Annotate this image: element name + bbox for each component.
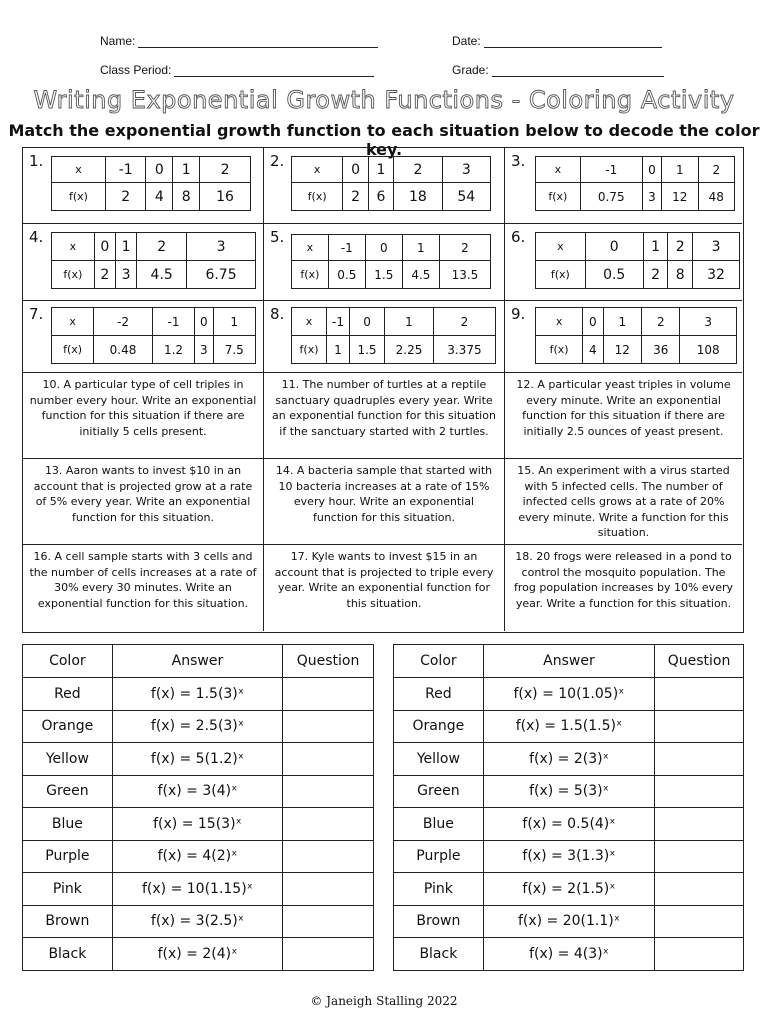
table-cell: 16 — [200, 183, 251, 211]
color-name: Yellow — [394, 743, 484, 776]
class-period-field[interactable] — [100, 63, 374, 77]
table-cell: 3 — [442, 157, 490, 183]
key-row — [23, 743, 374, 776]
key-row — [394, 873, 744, 906]
question-input[interactable] — [655, 873, 744, 906]
table-cell: x — [292, 157, 343, 183]
table-cell: -1 — [327, 308, 350, 336]
table-cell: 1 — [385, 308, 434, 336]
question-input[interactable] — [283, 678, 374, 711]
answer-function: f(x) = 4(3)ˣ — [483, 938, 654, 971]
header-question: Question — [283, 645, 374, 678]
key-row — [23, 938, 374, 971]
problem-number: 5. — [270, 228, 285, 246]
table-cell: 7.5 — [213, 336, 256, 364]
key-row — [394, 775, 744, 808]
grade-line[interactable] — [492, 64, 664, 77]
table-cell: 0 — [146, 157, 173, 183]
question-input[interactable] — [283, 873, 374, 906]
table-cell: f(x) — [292, 261, 329, 289]
table-cell: -1 — [328, 235, 365, 261]
table-cell: 0 — [365, 235, 402, 261]
table-cell: f(x) — [292, 183, 343, 211]
problem-number: 1. — [29, 152, 44, 170]
key-row — [394, 938, 744, 971]
answer-function: f(x) = 2(3)ˣ — [483, 743, 654, 776]
question-input[interactable] — [655, 938, 744, 971]
class-period-line[interactable] — [174, 64, 374, 77]
table-cell: 1.2 — [152, 336, 194, 364]
table-cell: 1 — [213, 308, 256, 336]
table-cell: 2 — [105, 183, 145, 211]
table-cell: 13.5 — [439, 261, 490, 289]
answer-function: f(x) = 2(4)ˣ — [112, 938, 282, 971]
page-title: Writing Exponential Growth Functions - Coloring Activity — [33, 86, 735, 114]
table-cell: 1 — [327, 336, 350, 364]
function-table — [51, 232, 256, 289]
answer-function: f(x) = 10(1.05)ˣ — [483, 678, 654, 711]
question-input[interactable] — [655, 678, 744, 711]
table-cell: x — [292, 235, 329, 261]
copyright: © Janeigh Stalling 2022 — [310, 994, 458, 1008]
function-table — [535, 156, 735, 211]
table-cell: 0 — [343, 157, 368, 183]
table-cell: 0.48 — [94, 336, 153, 364]
table-cell: 1 — [402, 235, 439, 261]
key-row — [394, 905, 744, 938]
question-input[interactable] — [655, 840, 744, 873]
key-row — [394, 710, 744, 743]
table-cell: f(x) — [536, 183, 581, 211]
word-problem-14: 14. A bacteria sample that started with 10 bacteria increases at a rate of 15% every hour. Write an exponential function for this situation. — [264, 459, 505, 545]
color-name: Blue — [23, 808, 113, 841]
table-cell: 2 — [343, 183, 368, 211]
problem-9 — [505, 301, 742, 373]
header-answer: Answer — [483, 645, 654, 678]
question-input[interactable] — [655, 743, 744, 776]
table-cell: x — [536, 233, 586, 261]
table-cell: 2 — [94, 261, 115, 289]
function-table — [51, 156, 251, 211]
table-cell: 2 — [439, 235, 490, 261]
table-cell: 1.5 — [365, 261, 402, 289]
key-row — [23, 840, 374, 873]
table-cell: 0.5 — [585, 261, 643, 289]
table-cell: 0.5 — [328, 261, 365, 289]
table-cell: x — [292, 308, 327, 336]
table-cell: f(x) — [292, 336, 327, 364]
table-cell: 1 — [368, 157, 393, 183]
word-problem-13: 13. Aaron wants to invest $10 in an account that is projected grow at a rate of 5% every year. Write an exponential function for this situation. — [23, 459, 264, 545]
table-cell: x — [52, 233, 95, 261]
table-cell: x — [536, 157, 581, 183]
table-cell: 0 — [349, 308, 384, 336]
date-label: Date: — [452, 34, 481, 48]
question-input[interactable] — [655, 905, 744, 938]
question-input[interactable] — [655, 808, 744, 841]
date-field[interactable] — [452, 34, 662, 48]
table-cell: 12 — [603, 336, 641, 364]
problem-5 — [264, 224, 505, 301]
table-cell: 54 — [442, 183, 490, 211]
table-cell: 2 — [642, 308, 680, 336]
table-cell: f(x) — [536, 261, 586, 289]
table-cell: 4 — [146, 183, 173, 211]
question-input[interactable] — [655, 710, 744, 743]
question-input[interactable] — [283, 743, 374, 776]
word-problem-15: 15. An experiment with a virus started with 5 infected cells. The number of infected cells grows at a rate of 20% every minute. Write a function for this situation. — [505, 459, 742, 545]
table-cell: 3 — [642, 183, 661, 211]
table-cell: 3 — [693, 233, 740, 261]
question-input[interactable] — [283, 905, 374, 938]
key-row — [23, 678, 374, 711]
table-cell: -2 — [94, 308, 153, 336]
table-cell: x — [52, 308, 94, 336]
table-cell: 0.75 — [580, 183, 642, 211]
table-cell: 1 — [603, 308, 641, 336]
table-cell: 108 — [680, 336, 737, 364]
table-cell: 0 — [94, 233, 115, 261]
answer-function: f(x) = 3(1.3)ˣ — [483, 840, 654, 873]
table-cell: 0 — [585, 233, 643, 261]
color-name: Pink — [394, 873, 484, 906]
color-name: Orange — [394, 710, 484, 743]
table-cell: -1 — [105, 157, 145, 183]
table-cell: 4 — [583, 336, 603, 364]
key-row — [23, 710, 374, 743]
table-cell: 3 — [195, 336, 213, 364]
answer-function: f(x) = 2(1.5)ˣ — [483, 873, 654, 906]
table-cell: 1 — [643, 233, 668, 261]
answer-function: f(x) = 3(2.5)ˣ — [112, 905, 282, 938]
table-cell: 1 — [662, 157, 698, 183]
problem-4 — [23, 224, 264, 301]
color-name: Purple — [23, 840, 113, 873]
table-cell: 12 — [662, 183, 698, 211]
header-color: Color — [23, 645, 113, 678]
table-cell: 1 — [116, 233, 137, 261]
function-table — [291, 234, 491, 289]
color-name: Red — [23, 678, 113, 711]
question-input[interactable] — [283, 938, 374, 971]
answer-function: f(x) = 1.5(1.5)ˣ — [483, 710, 654, 743]
table-cell: 3 — [187, 233, 256, 261]
table-cell: 32 — [693, 261, 740, 289]
answer-function: f(x) = 15(3)ˣ — [112, 808, 282, 841]
word-problem-18: 18. 20 frogs were released in a pond to control the mosquito population. The frog population increases by 10% every year. Write a function for this situation. — [514, 550, 733, 610]
table-cell: f(x) — [52, 183, 106, 211]
table-cell: 1.5 — [349, 336, 384, 364]
table-cell: 2.25 — [385, 336, 434, 364]
table-cell: 4.5 — [137, 261, 187, 289]
table-cell: 0 — [195, 308, 213, 336]
table-cell: 4.5 — [402, 261, 439, 289]
header-color: Color — [394, 645, 484, 678]
table-cell: 3.375 — [433, 336, 495, 364]
color-name: Green — [394, 775, 484, 808]
color-key-left — [22, 644, 374, 971]
color-name: Green — [23, 775, 113, 808]
table-cell: 2 — [643, 261, 668, 289]
grade-label: Grade: — [452, 63, 489, 77]
problem-number: 7. — [29, 305, 44, 323]
table-cell: 0 — [642, 157, 661, 183]
table-cell: -1 — [152, 308, 194, 336]
problem-number: 8. — [270, 305, 285, 323]
answer-function: f(x) = 20(1.1)ˣ — [483, 905, 654, 938]
table-cell: 1 — [173, 157, 200, 183]
color-name: Black — [23, 938, 113, 971]
problem-number: 6. — [511, 228, 526, 246]
table-cell: 18 — [394, 183, 442, 211]
table-cell: -1 — [580, 157, 642, 183]
question-input[interactable] — [655, 775, 744, 808]
problem-number: 4. — [29, 228, 44, 246]
table-cell: 8 — [668, 261, 693, 289]
color-name: Orange — [23, 710, 113, 743]
answer-function: f(x) = 0.5(4)ˣ — [483, 808, 654, 841]
word-problem-16: 16. A cell sample starts with 3 cells and the number of cells increases at a rate of 30% every 30 minutes. Write an exponential function for this situation. — [23, 545, 264, 631]
question-input[interactable] — [283, 840, 374, 873]
name-line[interactable] — [138, 35, 378, 48]
table-cell: f(x) — [52, 336, 94, 364]
key-row — [394, 743, 744, 776]
answer-function: f(x) = 4(2)ˣ — [112, 840, 282, 873]
problem-3 — [505, 148, 742, 224]
header-answer: Answer — [112, 645, 282, 678]
function-table — [51, 307, 256, 364]
key-row — [23, 905, 374, 938]
table-cell: 2 — [394, 157, 442, 183]
color-name: Purple — [394, 840, 484, 873]
table-cell: 2 — [668, 233, 693, 261]
problem-7 — [23, 301, 264, 373]
table-cell: 3 — [680, 308, 737, 336]
word-problem-17: 17. Kyle wants to invest $15 in an account that is projected to triple every year. Write an exponential function for this situation. — [264, 545, 505, 631]
function-table — [291, 156, 491, 211]
word-problem-10: 10. A particular type of cell triples in number every hour. Write an exponential function for this situation if there are initially 5 cells present. — [23, 373, 264, 459]
grade-field[interactable] — [452, 63, 664, 77]
table-cell: f(x) — [536, 336, 583, 364]
word-problem-12: 12. A particular yeast triples in volume every minute. Write an exponential function for this situation if there are initially 2.5 ounces of yeast present. — [505, 373, 742, 459]
problem-1 — [23, 148, 264, 224]
problem-2 — [264, 148, 505, 224]
answer-function: f(x) = 10(1.15)ˣ — [112, 873, 282, 906]
problem-8 — [264, 301, 505, 373]
answer-function: f(x) = 2.5(3)ˣ — [112, 710, 282, 743]
color-name: Red — [394, 678, 484, 711]
function-table — [535, 232, 740, 289]
answer-function: f(x) = 1.5(3)ˣ — [112, 678, 282, 711]
table-cell: 8 — [173, 183, 200, 211]
name-field[interactable] — [100, 34, 378, 48]
date-line[interactable] — [484, 35, 662, 48]
key-row — [23, 808, 374, 841]
table-cell: 2 — [433, 308, 495, 336]
table-cell: 6 — [368, 183, 393, 211]
function-table — [291, 307, 496, 364]
name-label: Name: — [100, 34, 136, 48]
header-question: Question — [655, 645, 744, 678]
table-cell: 2 — [137, 233, 187, 261]
key-row — [394, 840, 744, 873]
key-row — [23, 873, 374, 906]
problem-number: 3. — [511, 152, 526, 170]
table-cell: 36 — [642, 336, 680, 364]
color-name: Pink — [23, 873, 113, 906]
question-input[interactable] — [283, 710, 374, 743]
key-row — [394, 808, 744, 841]
question-input[interactable] — [283, 808, 374, 841]
table-cell: 0 — [583, 308, 603, 336]
answer-function: f(x) = 5(3)ˣ — [483, 775, 654, 808]
key-row — [394, 678, 744, 711]
answer-function: f(x) = 3(4)ˣ — [112, 775, 282, 808]
problem-number: 2. — [270, 152, 285, 170]
word-problem-11: 11. The number of turtles at a reptile sanctuary quadruples every year. Write an exponential function for this situation if the sanctuary started with 2 turtles. — [264, 373, 505, 459]
table-cell: 2 — [698, 157, 734, 183]
table-cell: f(x) — [52, 261, 95, 289]
table-cell: 2 — [200, 157, 251, 183]
class-period-label: Class Period: — [100, 63, 172, 77]
color-name: Brown — [23, 905, 113, 938]
function-table — [535, 307, 737, 364]
table-cell: 48 — [698, 183, 734, 211]
color-name: Brown — [394, 905, 484, 938]
color-name: Yellow — [23, 743, 113, 776]
key-row — [23, 775, 374, 808]
question-input[interactable] — [283, 775, 374, 808]
color-name: Blue — [394, 808, 484, 841]
problem-number: 9. — [511, 305, 526, 323]
answer-function: f(x) = 5(1.2)ˣ — [112, 743, 282, 776]
problems-grid — [22, 147, 744, 633]
table-cell: 6.75 — [187, 261, 256, 289]
problem-6 — [505, 224, 742, 301]
table-cell: 3 — [116, 261, 137, 289]
table-cell: x — [536, 308, 583, 336]
instructions: Match the exponential growth function to each situation below to decode the color key. — [8, 121, 760, 159]
table-cell: x — [52, 157, 106, 183]
color-key-right — [393, 644, 744, 971]
color-name: Black — [394, 938, 484, 971]
